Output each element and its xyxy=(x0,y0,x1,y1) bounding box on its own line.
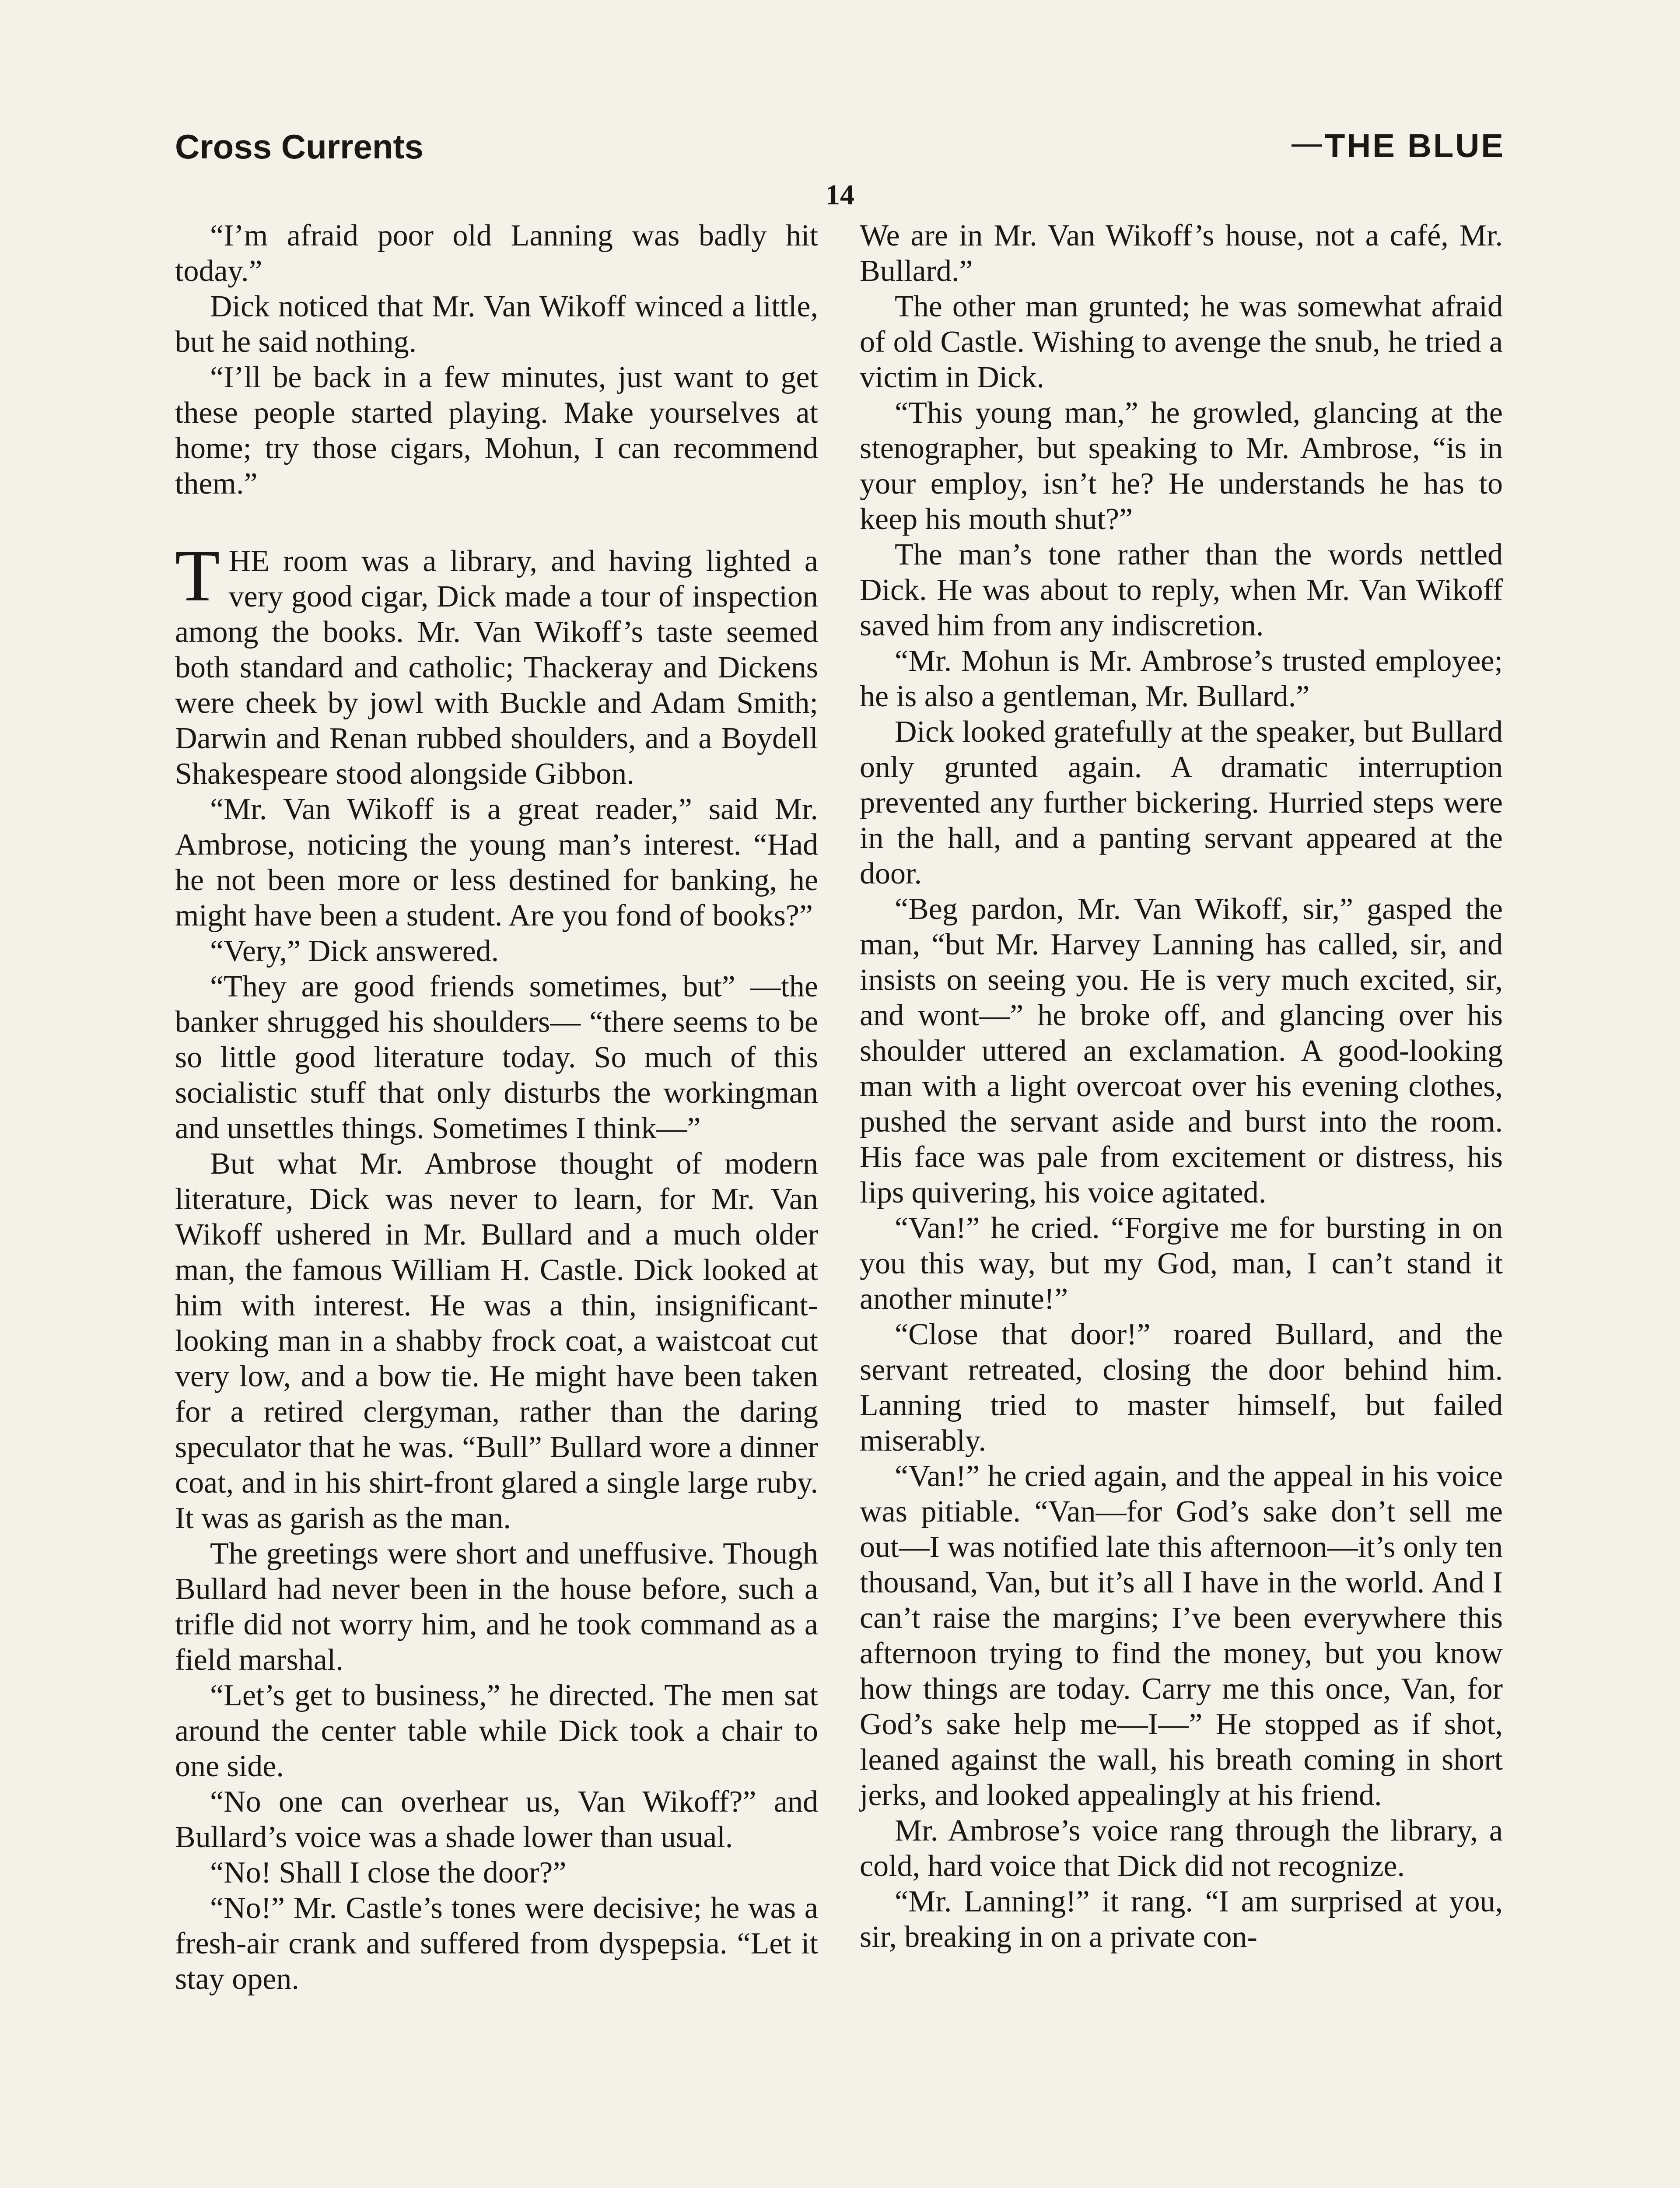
paragraph: “Let’s get to business,” he directed. The men sat around the center table while Dick took a chair to one side. xyxy=(175,1679,818,1783)
section-opening-text: HE room was a library, and having lighted a very good cigar, Dick made a tour of inspection among the books. Mr. Van Wikoff’s taste seemed both standard and catholic; Thackeray and Dickens were cheek by jowl with Buckle and Adam Smith; Darwin and Renan rubbed shoulders, and a Boydell Shakespeare stood alongside Gibbon. xyxy=(175,544,818,791)
running-head xyxy=(175,127,1505,179)
left-column xyxy=(175,218,818,1997)
magazine-title-text: THE BLUE xyxy=(1325,127,1505,165)
paragraph: “Close that door!” roared Bullard, and the servant retreated, closing the door behind him. Lanning tried to master himself, but failed miserably. xyxy=(860,1318,1503,1458)
paragraph: “Van!” he cried again, and the appeal in his voice was pitiable. “Van—for God’s sake don’t sell me out—I was notified late this afternoon—it’s only ten thousand, Van, but it’s all I have in the world. And I can’t raise the margins; I’ve been everywhere this afternoon trying to find the money, but you know how things are today. Carry me this once, Van, for God’s sake help me—I—” He stopped as if shot, leaned against the wall, his breath coming in short jerks, and looked appealingly at his friend. xyxy=(860,1459,1503,1812)
paragraph: “Mr. Lanning!” it rang. “I am surprised at you, sir, breaking in on a private con- xyxy=(860,1885,1503,1954)
paragraph: “No one can overhear us, Van Wikoff?” and Bullard’s voice was a shade lower than usual. xyxy=(175,1785,818,1854)
paragraph: “Beg pardon, Mr. Van Wikoff, sir,” gasped the man, “but Mr. Harvey Lanning has called, sir, and insists on seeing you. He is very much excited, sir, and wont—” he broke off, and glancing over his shoulder uttered an exclamation. A good-looking man with a light overcoat over his evening clothes, pushed the servant aside and burst into the room. His face was pale from excitement or distress, his lips quivering, his voice agitated. xyxy=(860,892,1503,1210)
paragraph: But what Mr. Ambrose thought of modern literature, Dick was never to learn, for Mr. Van Wikoff ushered in Mr. Bullard and a much older man, the famous William H. Castle. Dick looked at him with interest. He was a thin, insignificant-looking man in a shabby frock coat, a waistcoat cut very low, and a bow tie. He might have been taken for a retired clergyman, rather than the daring speculator that he was. “Bull” Bullard wore a dinner coat, and in his shirt-front glared a single large ruby. It was as garish as the man. xyxy=(175,1147,818,1535)
paragraph: “Mr. Van Wikoff is a great reader,” said Mr. Ambrose, noticing the young man’s interest. “Had he not been more or less destined for banking, he might have been a student. Are you fond of books?” xyxy=(175,792,818,933)
paragraph: The greetings were short and uneffusive. Though Bullard had never been in the house before, such a trifle did not worry him, and he took command as a field marshal. xyxy=(175,1537,818,1677)
paragraph: “I’ll be back in a few minutes, just want to get these people started playing. Make yourselves at home; try those cigars, Mohun, I can recommend them.” xyxy=(175,361,818,501)
drop-cap: T xyxy=(175,535,220,617)
paragraph: “Mr. Mohun is Mr. Ambrose’s trusted employee; he is also a gentleman, Mr. Bullard.” xyxy=(860,644,1503,713)
paragraph-continued: We are in Mr. Van Wikoff’s house, not a café, Mr. Bullard.” xyxy=(860,219,1503,288)
magazine-title xyxy=(1292,127,1505,165)
paragraph: “I’m afraid poor old Lanning was badly hit today.” xyxy=(175,219,818,288)
paragraph: “Van!” he cried. “Forgive me for bursting in on you this way, but my God, man, I can’t stand it another minute!” xyxy=(860,1211,1503,1316)
paragraph: Dick noticed that Mr. Van Wikoff winced a little, but he said nothing. xyxy=(175,290,818,359)
paragraph: Dick looked gratefully at the speaker, but Bullard only grunted again. A dramatic interruption prevented any further bickering. Hurried steps were in the hall, and a panting servant appeared at the door. xyxy=(860,715,1503,891)
title-dash xyxy=(1292,144,1322,147)
section-opening-paragraph xyxy=(175,535,818,792)
paragraph: “This young man,” he growled, glancing at the stenographer, but speaking to Mr. Ambrose, “is in your employ, isn’t he? He understands he has to keep his mouth shut?” xyxy=(860,396,1503,536)
page-number: 14 xyxy=(826,179,854,211)
paragraph: The other man grunted; he was somewhat afraid of old Castle. Wishing to avenge the snub, he tried a victim in Dick. xyxy=(860,290,1503,394)
paragraph: The man’s tone rather than the words nettled Dick. He was about to reply, when Mr. Van Wikoff saved him from any indiscretion. xyxy=(860,538,1503,642)
paragraph: Mr. Ambrose’s voice rang through the library, a cold, hard voice that Dick did not recognize. xyxy=(860,1814,1503,1883)
paragraph: “No! Shall I close the door?” xyxy=(210,1856,567,1890)
right-column xyxy=(860,218,1503,1955)
paragraph: “Very,” Dick answered. xyxy=(210,934,499,968)
paragraph: “No!” Mr. Castle’s tones were decisive; he was a fresh-air crank and suffered from dyspepsia. “Let it stay open. xyxy=(175,1891,818,1996)
story-title: Cross Currents xyxy=(175,127,424,166)
paragraph: “They are good friends sometimes, but” —the banker shrugged his shoulders— “there seems to be so little good literature today. So much of this socialistic stuff that only disturbs the workingman and unsettles things. Sometimes I think—” xyxy=(175,970,818,1145)
